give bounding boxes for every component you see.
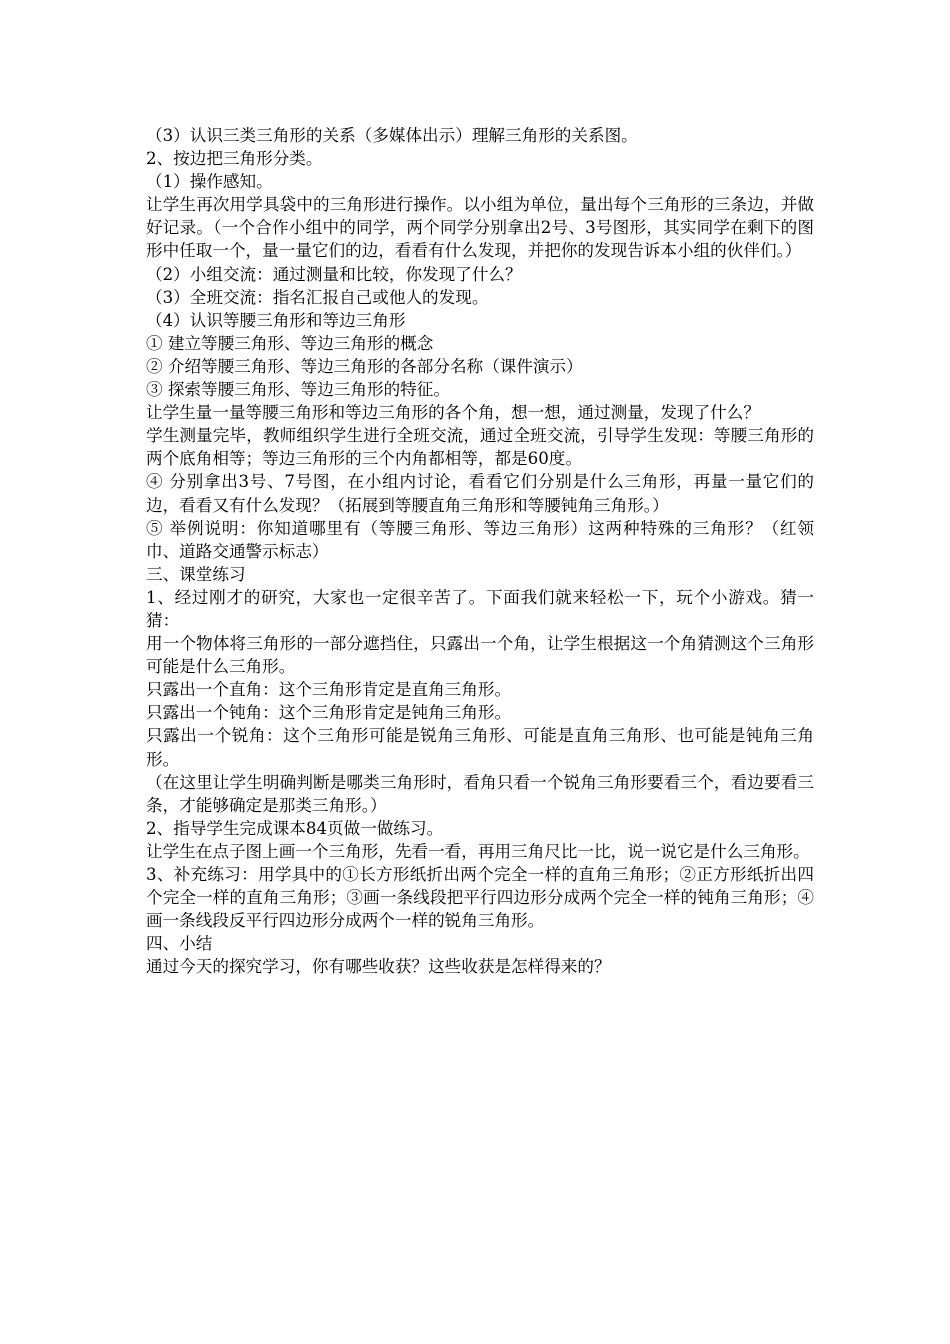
item-textbook-exercise: 2、指导学生完成课本84页做一做练习。: [146, 818, 444, 838]
step-operate-perceive: （1）操作感知。: [146, 172, 273, 192]
item-examples: ⑤ 举例说明：你知道哪里有（等腰三角形、等边三角形）这两种特殊的三角形？（红领巾、道路交通警示标志）: [146, 518, 814, 561]
paragraph-class-discussion: 学生测量完毕，教师组织学生进行全班交流，通过全班交流，引导学生发现：等腰三角形的两个底角相等；等边三角形的三个内角都相等，都是60度。: [146, 426, 814, 469]
paragraph-clarify: （在这里让学生明确判断是哪类三角形时，看角只看一个锐角三角形要看三个，看边要看三条，才能够确定是那类三角形。）: [146, 772, 814, 815]
line-right-angle: 只露出一个直角：这个三角形肯定是直角三角形。: [146, 680, 512, 700]
paragraph-game-intro: 1、经过刚才的研究，大家也一定很辛苦了。下面我们就来轻松一下，玩个小游戏。猜一猜：: [146, 587, 814, 630]
paragraph-classify-relation: （3）认识三类三角形的关系（多媒体出示）理解三角形的关系图。: [146, 126, 638, 145]
item-features: ③ 探索等腰三角形、等边三角形的特征。: [146, 380, 450, 400]
paragraph-game-rule: 用一个物体将三角形的一部分遮挡住，只露出一个角，让学生根据这一个角猜测这个三角形可能是什么三角形。: [146, 634, 814, 677]
heading-classroom-practice: 三、课堂练习: [146, 564, 246, 584]
step-group-exchange: （2）小组交流：通过测量和比较，你发现了什么？: [146, 264, 522, 284]
document-body: [146, 124, 814, 978]
line-acute-angle: 只露出一个锐角：这个三角形可能是锐角三角形、可能是直角三角形、也可能是钝角三角形。: [146, 726, 814, 769]
item-figures-3-7: ④ 分别拿出3号、7号图，在小组内讨论，看看它们分别是什么三角形，再量一量它们的边，看看又有什么发现？（拓展到等腰直角三角形和等腰钝角三角形。）: [146, 472, 814, 515]
heading-summary: 四、小结: [146, 934, 213, 954]
item-part-names: ② 介绍等腰三角形、等边三角形的各部分名称（课件演示）: [146, 356, 583, 376]
item-concept: ① 建立等腰三角形、等边三角形的概念: [146, 333, 434, 353]
paragraph-measure-angles: 让学生量一量等腰三角形和等边三角形的各个角，想一想，通过测量，发现了什么？: [146, 403, 760, 423]
paragraph-measure-sides: 让学生再次用学具袋中的三角形进行操作。以小组为单位，量出每个三角形的三条边，并做好记录。（一个合作小组中的同学，两个同学分别拿出2号、3号图形，其实同学在剩下的图形中任取一个，量一量它们的边，看看有什么发现，并把你的发现告诉本小组的伙伴们。）: [146, 195, 814, 261]
paragraph-summary-question: 通过今天的探究学习，你有哪些收获？这些收获是怎样得来的？: [146, 957, 611, 977]
item-supplementary-exercise: 3、补充练习：用学具中的①长方形纸折出两个完全一样的直角三角形；②正方形纸折出四个完全一样的直角三角形；③画一条线段把平行四边形分成两个完全一样的钝角三角形；④画一条线段反平行四边形分成两个一样的锐角三角形。: [146, 865, 814, 931]
paragraph-dot-grid: 让学生在点子图上画一个三角形，先看一看，再用三角尺比一比，说一说它是什么三角形。: [146, 841, 810, 861]
step-class-exchange: （3）全班交流：指名汇报自己或他人的发现。: [146, 287, 489, 307]
step-recognize-isosceles-equilateral: （4）认识等腰三角形和等边三角形: [146, 310, 406, 330]
line-obtuse-angle: 只露出一个钝角：这个三角形肯定是钝角三角形。: [146, 703, 512, 723]
heading-classify-by-sides: 2、按边把三角形分类。: [146, 149, 323, 169]
